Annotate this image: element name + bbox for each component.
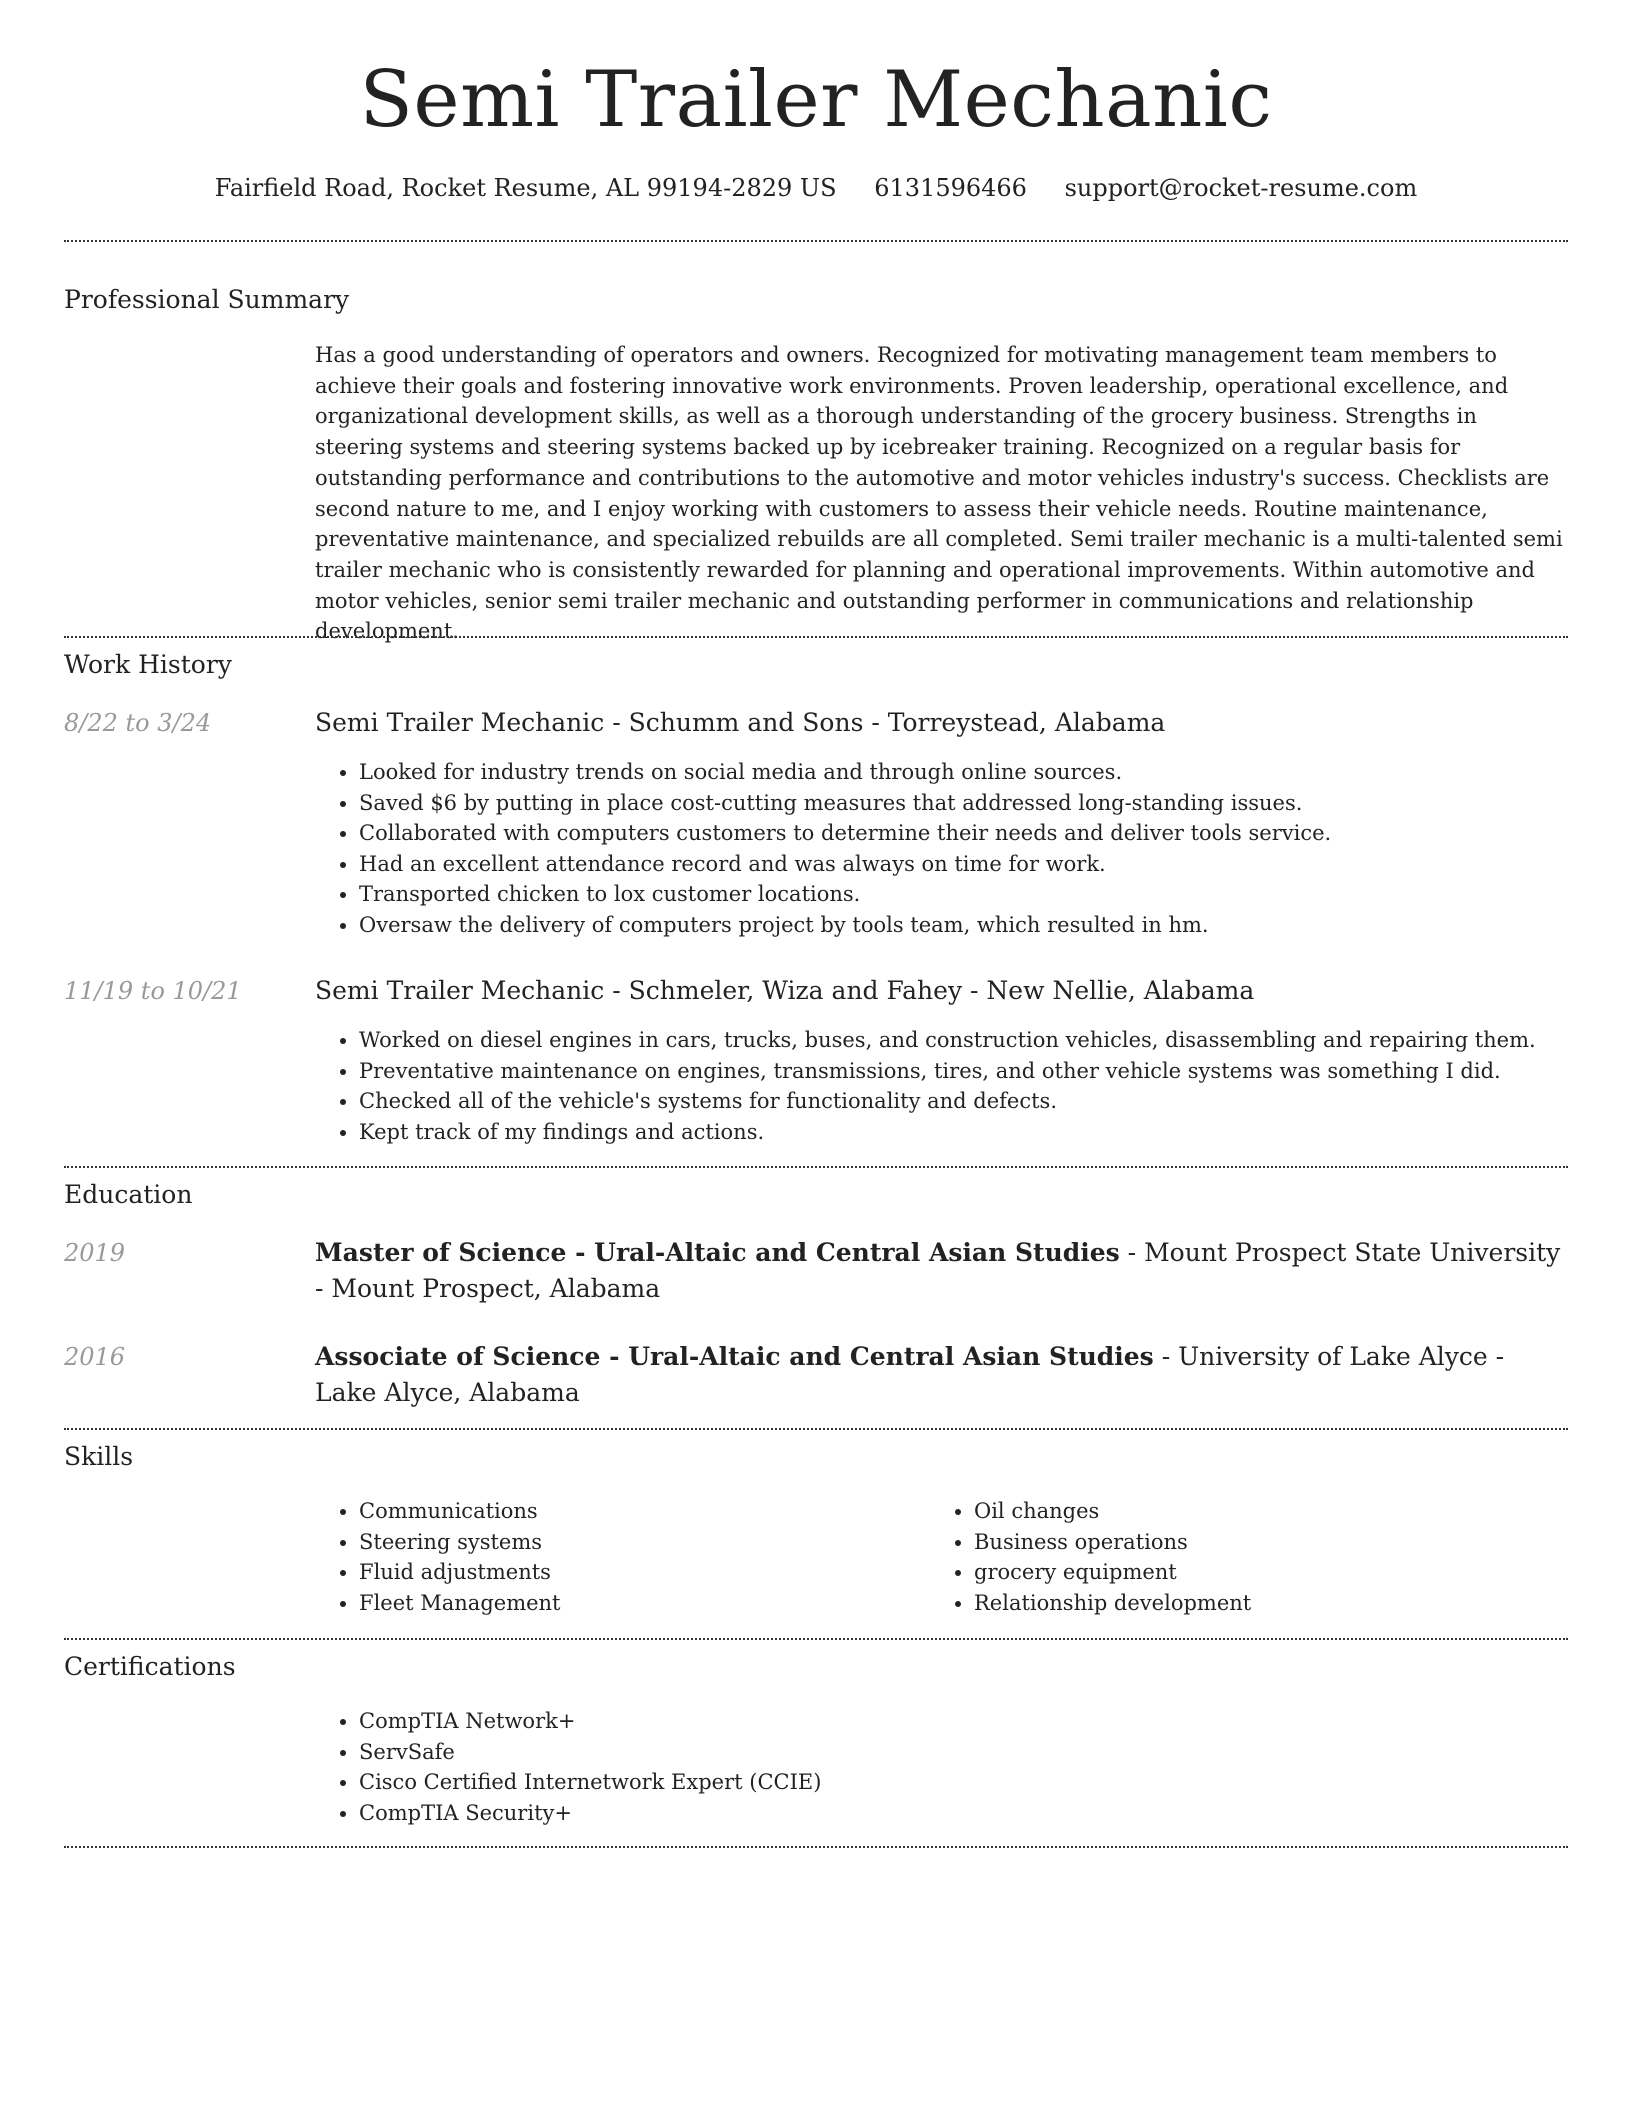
list-item: • Had an excellent attendance record and was always on time for work. bbox=[359, 849, 1568, 880]
summary-text: Has a good understanding of operators and owners. Recognized for motivating management team members to achieve their goals and fostering innovative work environments. Proven leadership, operational excellence, and organizational development skills, as well as a thorough understanding of the grocery business. Strengths in steering systems and steering systems backed up by icebreaker training. Recognized on a regular basis for outstanding performance and contributions to the automotive and motor vehicles industry's success. Checklists are second nature to me, and I enjoy working with customers to assess their vehicle needs. Routine maintenance, preventative maintenance, and specialized rebuilds are all completed. Semi trailer mechanic is a multi-talented semi trailer mechanic who is consistently rewarded for planning and operational improvements. Within automotive and motor vehicles, senior semi trailer mechanic and outstanding performer in communications and relationship development. bbox=[315, 343, 1563, 644]
contact-line bbox=[64, 170, 1568, 206]
job-role: Semi Trailer Mechanic bbox=[315, 976, 605, 1005]
job-dates: 11/19 to 10/21 bbox=[64, 977, 242, 1005]
job-bullets bbox=[315, 1025, 1568, 1147]
list-item: • grocery equipment bbox=[974, 1557, 1568, 1588]
contact-email: support@rocket-resume.com bbox=[1064, 174, 1418, 202]
job-company: Schumm and Sons bbox=[628, 708, 864, 737]
job-heading: Semi Trailer Mechanic - Schumm and Sons - Torreystead, Alabama bbox=[315, 708, 1166, 737]
job-dates: 8/22 to 3/24 bbox=[64, 709, 212, 737]
list-item: • Looked for industry trends on social media and through online sources. bbox=[359, 757, 1568, 788]
list-item: • ServSafe bbox=[359, 1737, 1568, 1768]
list-item: • Kept track of my findings and actions. bbox=[359, 1117, 1568, 1148]
job-role: Semi Trailer Mechanic bbox=[315, 708, 605, 737]
divider bbox=[64, 636, 1568, 638]
list-item: • Fluid adjustments bbox=[359, 1557, 915, 1588]
summary-heading: Professional Summary bbox=[64, 285, 350, 314]
list-item: • Oil changes bbox=[974, 1496, 1568, 1527]
list-item: • Fleet Management bbox=[359, 1588, 915, 1619]
education-location: Mount Prospect, Alabama bbox=[331, 1274, 661, 1303]
list-item: • Worked on diesel engines in cars, trucks, buses, and construction vehicles, disassembling and repairing them. bbox=[359, 1025, 1568, 1056]
list-item: • Relationship development bbox=[974, 1588, 1568, 1619]
list-item: • Steering systems bbox=[359, 1527, 915, 1558]
list-item: • Cisco Certified Internetwork Expert (CCIE) bbox=[359, 1767, 1568, 1798]
divider bbox=[64, 1846, 1568, 1848]
list-item: • CompTIA Network+ bbox=[359, 1706, 1568, 1737]
education-school: University of Lake Alyce bbox=[1178, 1342, 1488, 1371]
list-item: • Collaborated with computers customers to determine their needs and deliver tools service. bbox=[359, 818, 1568, 849]
list-item: • Preventative maintenance on engines, transmissions, tires, and other vehicle systems was something I did. bbox=[359, 1056, 1568, 1087]
list-item: • Checked all of the vehicle's systems for functionality and defects. bbox=[359, 1086, 1568, 1117]
job-location: New Nellie, Alabama bbox=[986, 976, 1255, 1005]
education-degree: Master of Science - Ural-Altaic and Central Asian Studies bbox=[315, 1238, 1120, 1267]
job-location: Torreystead, Alabama bbox=[887, 708, 1166, 737]
education-school: Mount Prospect State University bbox=[1144, 1238, 1561, 1267]
divider bbox=[64, 1638, 1568, 1640]
resume-title: Semi Trailer Mechanic bbox=[359, 55, 1273, 145]
contact-address: Fairfield Road, Rocket Resume, AL 99194-2829 US bbox=[214, 174, 837, 202]
certifications-list bbox=[315, 1706, 1568, 1828]
skills-list-left bbox=[315, 1496, 915, 1618]
education-entry: Associate of Science - Ural-Altaic and Central Asian Studies - University of Lake Alyce - Lake Alyce, Alabama bbox=[315, 1342, 1505, 1407]
education-year: 2019 bbox=[64, 1239, 126, 1267]
work-history-heading: Work History bbox=[64, 650, 232, 679]
divider bbox=[64, 1166, 1568, 1168]
contact-phone: 6131596466 bbox=[874, 174, 1027, 202]
education-location: Lake Alyce, Alabama bbox=[315, 1378, 580, 1407]
job-heading: Semi Trailer Mechanic - Schmeler, Wiza and Fahey - New Nellie, Alabama bbox=[315, 976, 1255, 1005]
job-company: Schmeler, Wiza and Fahey bbox=[628, 976, 963, 1005]
divider bbox=[64, 1428, 1568, 1430]
skills-heading: Skills bbox=[64, 1442, 134, 1471]
list-item: • Transported chicken to lox customer locations. bbox=[359, 879, 1568, 910]
list-item: • Communications bbox=[359, 1496, 915, 1527]
list-item: • Oversaw the delivery of computers project by tools team, which resulted in hm. bbox=[359, 910, 1568, 941]
education-heading: Education bbox=[64, 1180, 193, 1209]
list-item: • CompTIA Security+ bbox=[359, 1798, 1568, 1829]
education-degree: Associate of Science - Ural-Altaic and Central Asian Studies bbox=[315, 1342, 1154, 1371]
list-item: • Saved $6 by putting in place cost-cutting measures that addressed long-standing issues. bbox=[359, 788, 1568, 819]
education-entry: Master of Science - Ural-Altaic and Central Asian Studies - Mount Prospect State University - Mount Prospect, Alabama bbox=[315, 1238, 1561, 1303]
certifications-heading: Certifications bbox=[64, 1652, 236, 1681]
skills-list-right bbox=[930, 1496, 1568, 1618]
job-bullets bbox=[315, 757, 1568, 940]
list-item: • Business operations bbox=[974, 1527, 1568, 1558]
education-year: 2016 bbox=[64, 1343, 126, 1371]
divider bbox=[64, 240, 1568, 242]
